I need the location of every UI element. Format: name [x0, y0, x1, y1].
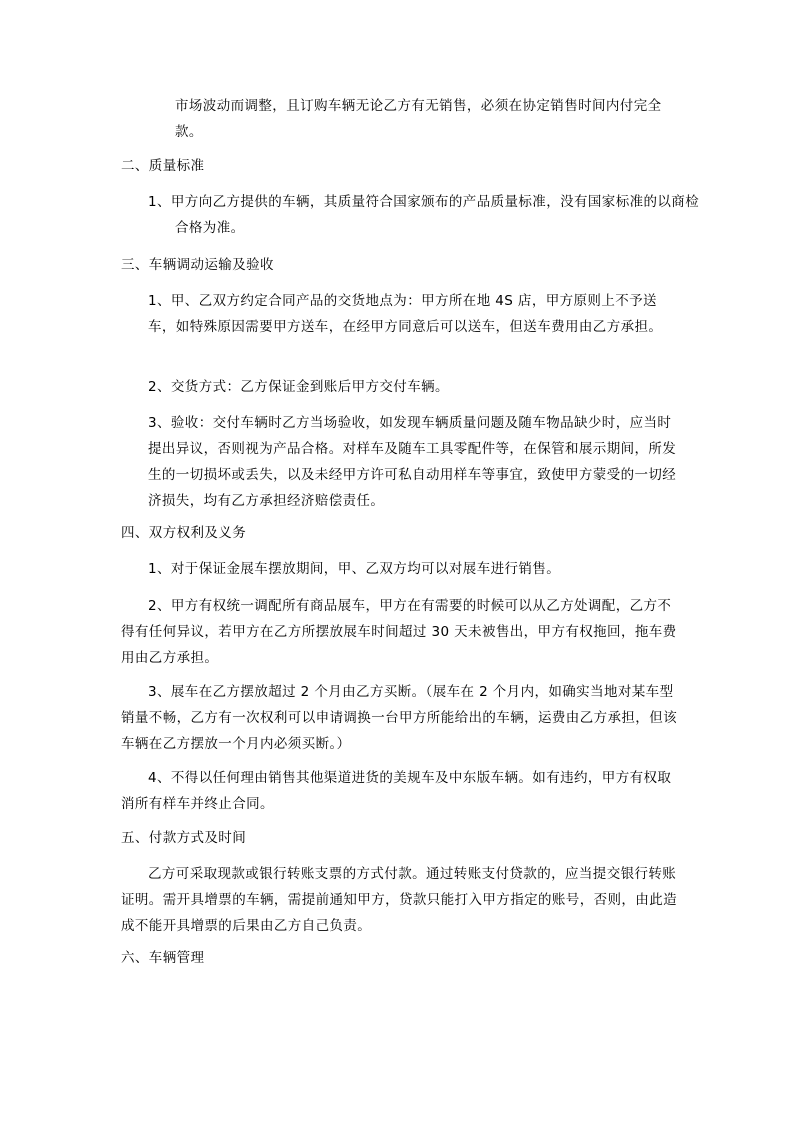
paragraph-rights-4: 4、不得以任何理由销售其他渠道进货的美规车及中东版车辆。如有违约，甲方有权取消所有样车并终止合同。	[121, 770, 672, 812]
paragraph-rights-2: 2、甲方有权统一调配所有商品展车，甲方在有需要的时候可以从乙方处调配，乙方不得有任何异议，若甲方在乙方所摆放展车时间超过 30 天未被售出，甲方有权拖回，拖车费用由乙方承担。	[121, 598, 677, 666]
paragraph-payment-method: 乙方可采取现款或银行转账支票的方式付款。通过转账支付贷款的，应当提交银行转账证明。需开具增票的车辆，需提前通知甲方，贷款只能打入甲方指定的账号，否则，由此造成不能开具增票的后果由乙方自己负责。	[121, 866, 677, 934]
paragraph-payment-continued: 市场波动而调整，且订购车辆无论乙方有无销售，必须在协定销售时间内付完全款。	[175, 98, 662, 140]
paragraph-rights-3: 3、展车在乙方摆放超过 2 个月由乙方买断。（展车在 2 个月内，如确实当地对某车型销量不畅，乙方有一次权利可以申请调换一台甲方所能给出的车辆，运费由乙方承担，但该车辆在乙方摆放一个月内必须买断。）	[121, 684, 677, 752]
heading-transport-acceptance: 三、车辆调动运输及验收	[121, 257, 274, 273]
heading-payment-method: 五、付款方式及时间	[121, 830, 247, 846]
paragraph-transport-3: 3、验收：交付车辆时乙方当场验收，如发现车辆质量问题及随车物品缺少时，应当时提出异议，否则视为产品合格。对样车及随车工具零配件等，在保管和展示期间，所发生的一切损坏或丢失，以及未经甲方许可私自动用样车等事宜，致使甲方蒙受的一切经济损失，均有乙方承担经济赔偿责任。	[148, 415, 677, 509]
paragraph-transport-1: 1、甲、乙双方约定合同产品的交货地点为：甲方所在地 4S 店，甲方原则上不予送车，如特殊原因需要甲方送车，在经甲方同意后可以送车，但送车费用由乙方承担。	[148, 293, 663, 335]
paragraph-transport-2: 2、交货方式：乙方保证金到账后甲方交付车辆。	[148, 379, 449, 395]
heading-quality-standard: 二、质量标准	[121, 158, 205, 174]
paragraph-quality-1: 1、甲方向乙方提供的车辆，其质量符合国家颁布的产品质量标准，没有国家标准的以商检合格为准。	[148, 194, 700, 236]
paragraph-rights-1: 1、对于保证金展车摆放期间，甲、乙双方均可以对展车进行销售。	[148, 561, 561, 577]
heading-vehicle-management: 六、车辆管理	[121, 950, 205, 966]
heading-rights-obligations: 四、双方权利及义务	[121, 525, 247, 541]
